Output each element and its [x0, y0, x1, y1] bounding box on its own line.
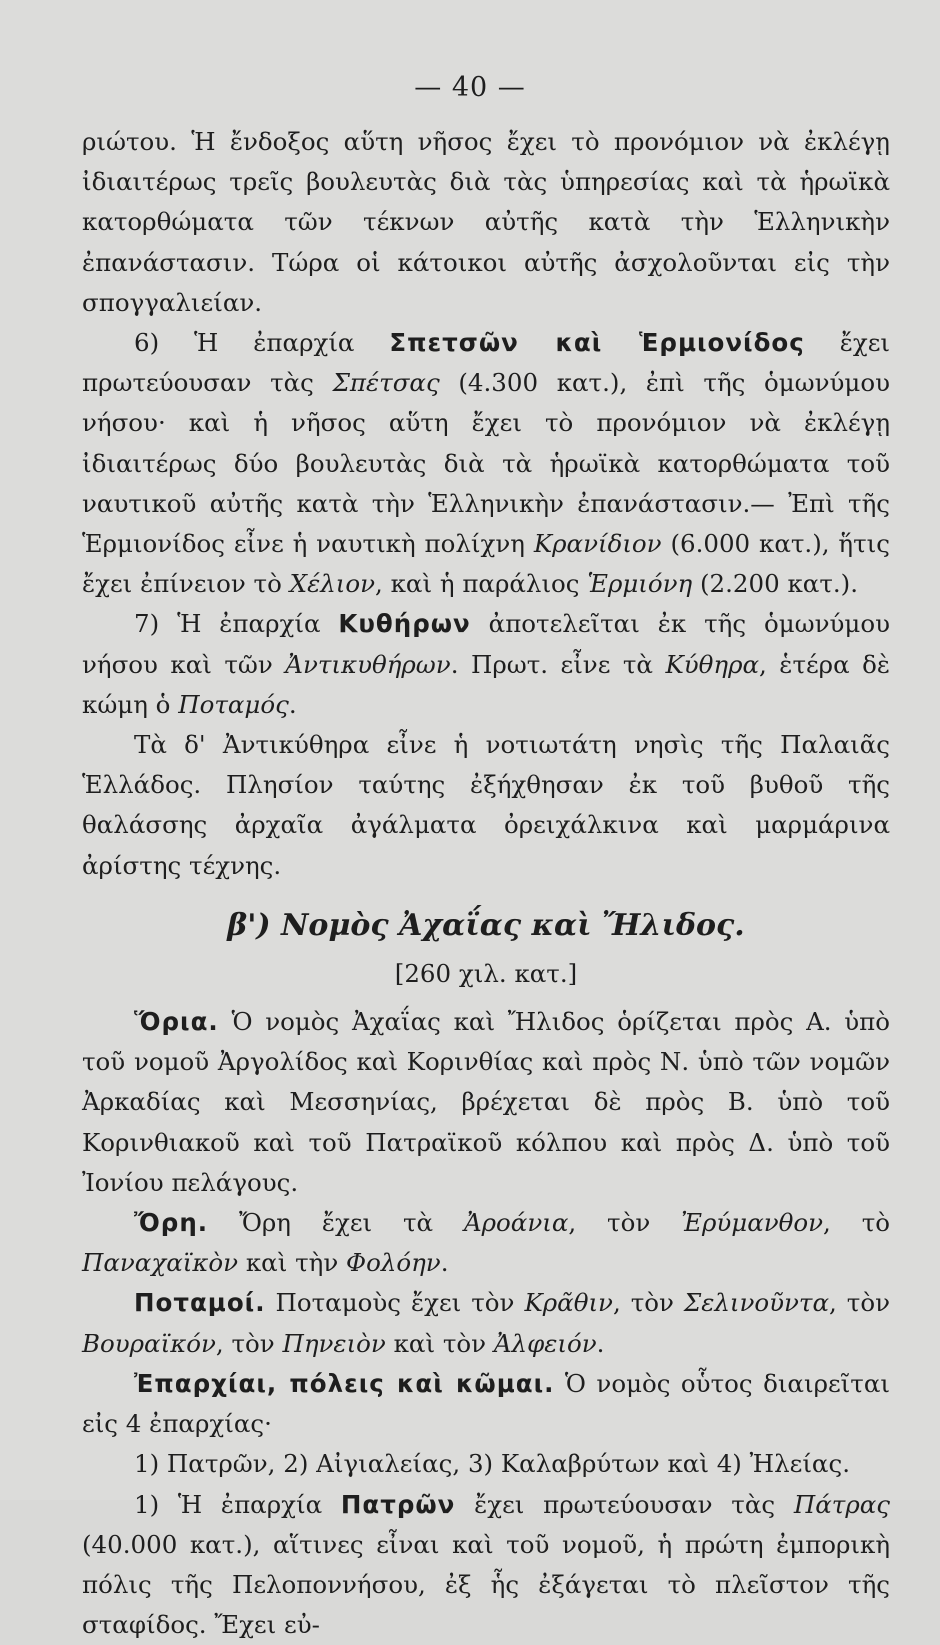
paragraph	[82, 1002, 890, 1203]
paragraph	[82, 1485, 890, 1645]
paragraph	[82, 604, 890, 725]
text-run: ἀποτελεῖται ἐκ τῆς ὁμωνύμου νήσου καὶ τῶν	[82, 609, 890, 678]
section-area: [260 χιλ. κατ.]	[82, 954, 890, 994]
italic-run: Ἐρύμανθον	[681, 1208, 823, 1237]
text-run: 1) Πατρῶν, 2) Αἰγιαλείας, 3) Καλαβρύτων καὶ 4) Ἠλείας.	[134, 1449, 850, 1478]
bold-heading-run: Κυθήρων	[338, 609, 470, 638]
text-run: 6) Ἡ ἐπαρχία	[134, 328, 389, 357]
italic-run: Φολόην	[346, 1248, 441, 1277]
italic-run: Χέλιον	[290, 569, 375, 598]
text-run: . Πρωτ. εἶνε τὰ	[451, 650, 666, 679]
text-run: , τὸν	[568, 1208, 681, 1237]
text-block-2	[82, 1002, 890, 1645]
italic-run: Ἀροάνια	[464, 1208, 568, 1237]
bold-heading-run: Ἐπαρχίαι, πόλεις καὶ κῶμαι.	[134, 1369, 554, 1398]
text-run: , τὸ	[823, 1208, 890, 1237]
text-run: ριώτου. Ἡ ἔνδοξος αὕτη νῆσος ἔχει τὸ προνόμιον νὰ ἐκλέγῃ ἰδιαιτέρως τρεῖς βουλευτὰς διὰ τὰς ὑπηρεσίας καὶ τὰ ἡρωϊκὰ κατορθώματα τῶν τέκνων αὐτῆς κατὰ τὴν Ἑλληνικὴν ἐπανάστασιν. Τώρα οἱ κάτοικοι αὐτῆς ἀσχολοῦνται εἰς τὴν σπογγαλιείαν.	[82, 127, 890, 317]
italic-run: Παναχαϊκὸν	[82, 1248, 238, 1277]
text-run: καὶ τὴν	[238, 1248, 346, 1277]
text-run: , ἑτέρα δὲ κώμη ὁ	[82, 650, 890, 719]
italic-run: Σελινοῦντα	[684, 1288, 829, 1317]
bold-heading-run: Πατρῶν	[341, 1490, 456, 1519]
text-run: Ποταμοὺς ἔχει τὸν	[266, 1288, 525, 1317]
italic-run: Ἑρμιόνη	[587, 569, 692, 598]
italic-run: Πηνειὸν	[282, 1329, 385, 1358]
section-title: β') Νομὸς Ἀχαΐας καὶ Ἤλιδος.	[82, 904, 890, 948]
text-run: , καὶ ἡ παράλιος	[375, 569, 587, 598]
text-run: , τὸν	[829, 1288, 890, 1317]
text-run: .	[441, 1248, 449, 1277]
text-run: (2.200 κατ.).	[692, 569, 858, 598]
text-run: , τὸν	[613, 1288, 684, 1317]
italic-run: Ἀντικυθήρων	[285, 650, 450, 679]
italic-run: Βουραϊκόν	[82, 1329, 216, 1358]
italic-run: Κρᾶθιν	[524, 1288, 613, 1317]
text-run: , τὸν	[216, 1329, 283, 1358]
text-run: 7) Ἡ ἐπαρχία	[134, 609, 338, 638]
bold-heading-run: Ποταμοί.	[134, 1288, 266, 1317]
paragraph	[82, 1283, 890, 1363]
italic-run: Σπέτσας	[333, 368, 440, 397]
italic-run: Πάτρας	[794, 1490, 890, 1519]
text-run: 1) Ἡ ἐπαρχία	[134, 1490, 341, 1519]
text-run: Ὁ νομὸς οὗτος διαιρεῖται εἰς 4 ἐπαρχίας·	[82, 1369, 890, 1438]
text-run: ἔχει πρωτεύουσαν τὰς	[82, 328, 890, 397]
text-block-1	[82, 122, 890, 886]
text-run: ἔχει πρωτεύουσαν τὰς	[455, 1490, 794, 1519]
text-run: (4.300 κατ.), ἐπὶ τῆς ὁμωνύμου νήσου· καὶ ἡ νῆσος αὕτη ἔχει τὸ προνόμιον νὰ ἐκλέγῃ ἰδιαιτέρως δύο βουλευτὰς διὰ τὰ ἡρωϊκὰ κατορθώματα τοῦ ναυτικοῦ αὐτῆς κατὰ τὴν Ἑλληνικὴν ἐπανάστασιν.— Ἐπὶ τῆς Ἑρμιονίδος εἶνε ἡ ναυτικὴ πολίχνη	[82, 368, 890, 558]
page-text	[82, 122, 890, 1645]
text-run: (40.000 κατ.), αἵτινες εἶναι καὶ τοῦ νομοῦ, ἡ πρώτη ἐμπορικὴ πόλις τῆς Πελοποννήσου, ἐξ ἧς ἐξάγεται τὸ πλεῖστον τῆς σταφίδος. Ἔχει εὐ-	[82, 1530, 890, 1639]
paragraph	[82, 725, 890, 886]
text-run: (6.000 κατ.), ἥτις ἔχει ἐπίνειον τὸ	[82, 529, 890, 598]
bold-heading-run: Σπετσῶν καὶ Ἑρμιονίδος	[389, 328, 804, 357]
text-run: Ὄρη ἔχει τὰ	[208, 1208, 464, 1237]
paragraph	[82, 1444, 890, 1484]
italic-run: Ποταμός	[178, 690, 289, 719]
paragraph	[82, 1364, 890, 1444]
text-run: καὶ τὸν	[386, 1329, 494, 1358]
paragraph	[82, 122, 890, 323]
text-run: Τὰ δ' Ἀντικύθηρα εἶνε ἡ νοτιωτάτη νησὶς τῆς Παλαιᾶς Ἑλλάδος. Πλησίον ταύτης ἐξήχθησαν ἐκ τοῦ βυθοῦ τῆς θαλάσσης ἀρχαῖα ἀγάλματα ὀρειχάλκινα καὶ μαρμάρινα ἀρίστης τέχνης.	[82, 730, 890, 880]
text-run: .	[289, 690, 297, 719]
italic-run: Κρανίδιον	[534, 529, 662, 558]
bold-heading-run: Ὅρια.	[134, 1007, 219, 1036]
bold-heading-run: Ὄρη.	[134, 1208, 208, 1237]
text-run: .	[597, 1329, 605, 1358]
paragraph	[82, 1203, 890, 1283]
italic-run: Ἀλφειόν	[494, 1329, 597, 1358]
page-number: — 40 —	[0, 72, 940, 103]
text-run: Ὁ νομὸς Ἀχαΐας καὶ Ἤλιδος ὁρίζεται πρὸς Α. ὑπὸ τοῦ νομοῦ Ἀργολίδος καὶ Κορινθίας καὶ πρὸς Ν. ὑπὸ τῶν νομῶν Ἀρκαδίας καὶ Μεσσηνίας, βρέχεται δὲ πρὸς Β. ὑπὸ τοῦ Κορινθιακοῦ καὶ τοῦ Πατραϊκοῦ κόλπου καὶ πρὸς Δ. ὑπὸ τοῦ Ἰονίου πελάγους.	[82, 1007, 890, 1197]
italic-run: Κύθηρα	[665, 650, 759, 679]
paragraph	[82, 323, 890, 604]
